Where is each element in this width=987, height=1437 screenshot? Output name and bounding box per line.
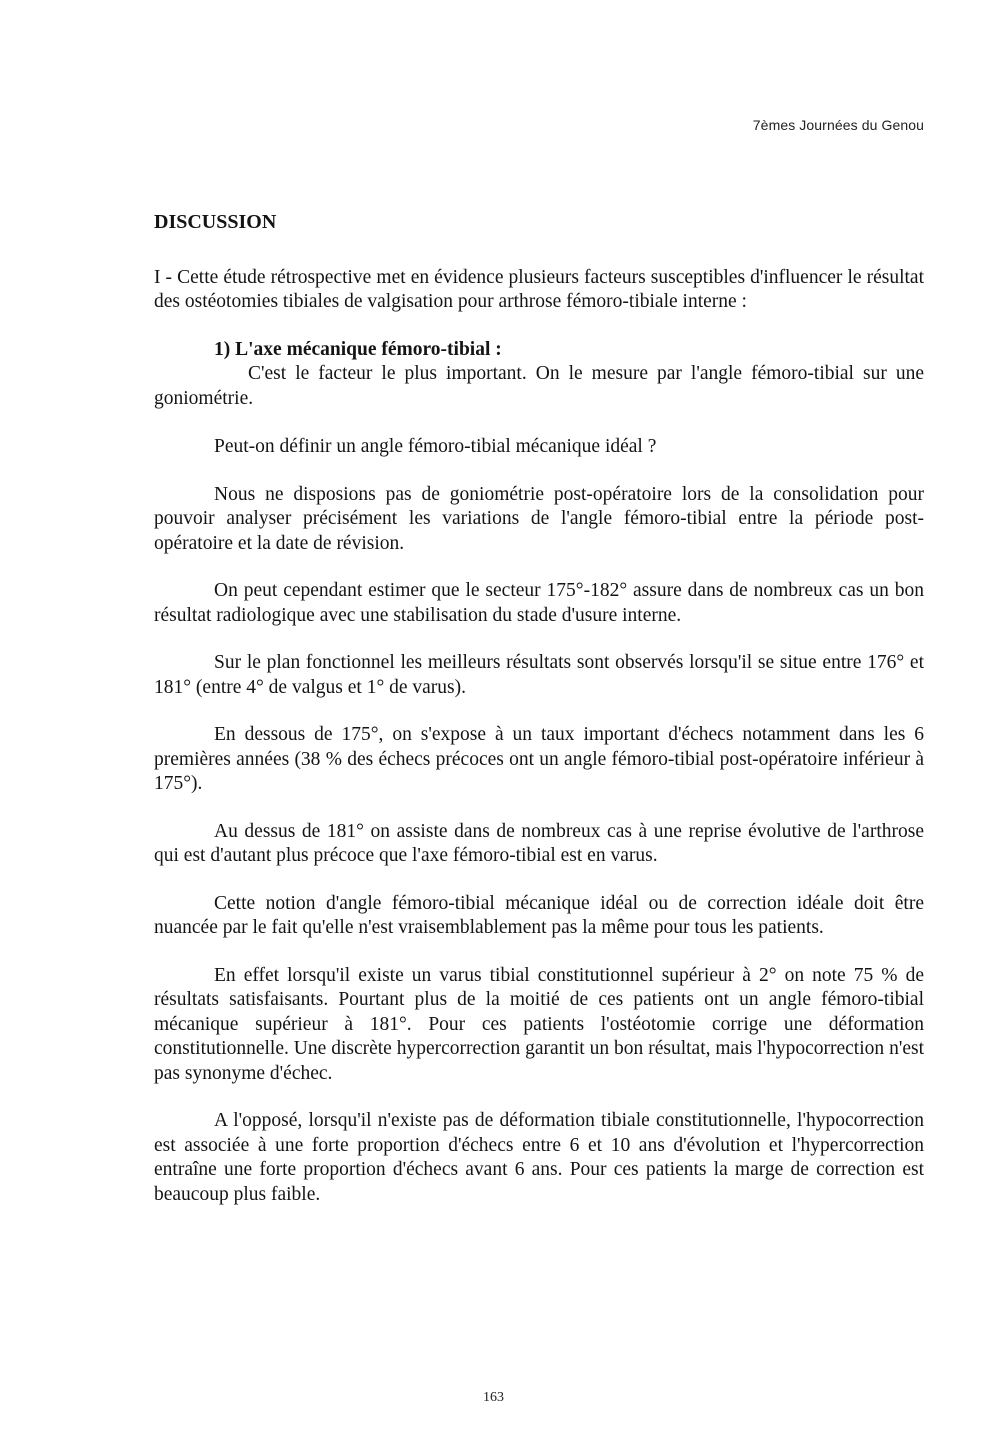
subsection-first-paragraph: C'est le facteur le plus important. On le mesure par l'angle fémoro-tibial sur une goniométrie. bbox=[154, 363, 924, 409]
paragraph-goniometry: Nous ne disposions pas de goniométrie post-opératoire lors de la consolidation pour pouvoir analyser précisément les variations de l'angle fémoro-tibial entre la période post-opératoire et la date de révision. bbox=[154, 483, 924, 554]
section-heading: DISCUSSION bbox=[154, 211, 277, 233]
subsection-heading: 1) L'axe mécanique fémoro-tibial : bbox=[214, 338, 502, 360]
paragraph-no-deformation: A l'opposé, lorsqu'il n'existe pas de déformation tibiale constitutionnelle, l'hypocorrection est associée à une forte proportion d'échecs entre 6 et 10 ans d'évolution et l'hypercorrection entraîne une forte proportion d'échecs avant 6 ans. Pour ces patients la marge de correction est beaucoup plus faible. bbox=[154, 1110, 924, 1205]
paragraph-notion-nuance: Cette notion d'angle fémoro-tibial mécanique idéal ou de correction idéale doit être nuancée par le fait qu'elle n'est vraisemblablement pas la même pour tous les patients. bbox=[154, 892, 924, 938]
paragraph-sector-estimate: On peut cependant estimer que le secteur 175°-182° assure dans de nombreux cas un bon résultat radiologique avec une stabilisation du stade d'usure interne. bbox=[154, 580, 924, 626]
page-content bbox=[154, 210, 924, 1230]
running-header: 7èmes Journées du Genou bbox=[752, 117, 924, 133]
page-number: 163 bbox=[483, 1390, 504, 1405]
paragraph-above-181: Au dessus de 181° on assiste dans de nombreux cas à une reprise évolutive de l'arthrose qui est d'autant plus précoce que l'axe fémoro-tibial est en varus. bbox=[154, 820, 924, 866]
intro-paragraph: I - Cette étude rétrospective met en évidence plusieurs facteurs susceptibles d'influencer le résultat des ostéotomies tibiales de valgisation pour arthrose fémoro-tibiale interne : bbox=[154, 266, 924, 312]
paragraph-ideal-angle-question: Peut-on définir un angle fémoro-tibial mécanique idéal ? bbox=[214, 436, 657, 457]
paragraph-functional-results: Sur le plan fonctionnel les meilleurs résultats sont observés lorsqu'il se situe entre 176° et 181° (entre 4° de valgus et 1° de varus). bbox=[154, 652, 924, 698]
paragraph-below-175: En dessous de 175°, on s'expose à un taux important d'échecs notamment dans les 6 premières années (38 % des échecs précoces ont un angle fémoro-tibial post-opératoire inférieur à 175°). bbox=[154, 724, 924, 794]
paragraph-tibial-varus: En effet lorsqu'il existe un varus tibial constitutionnel supérieur à 2° on note 75 % de résultats satisfaisants. Pourtant plus de la moitié de ces patients ont un angle fémoro-tibial mécanique supérieur à 181°. Pour ces patients l'ostéotomie corrige une déformation constitutionnelle. Une discrète hypercorrection garantit un bon résultat, mais l'hypocorrection n'est pas synonyme d'échec. bbox=[154, 964, 924, 1084]
